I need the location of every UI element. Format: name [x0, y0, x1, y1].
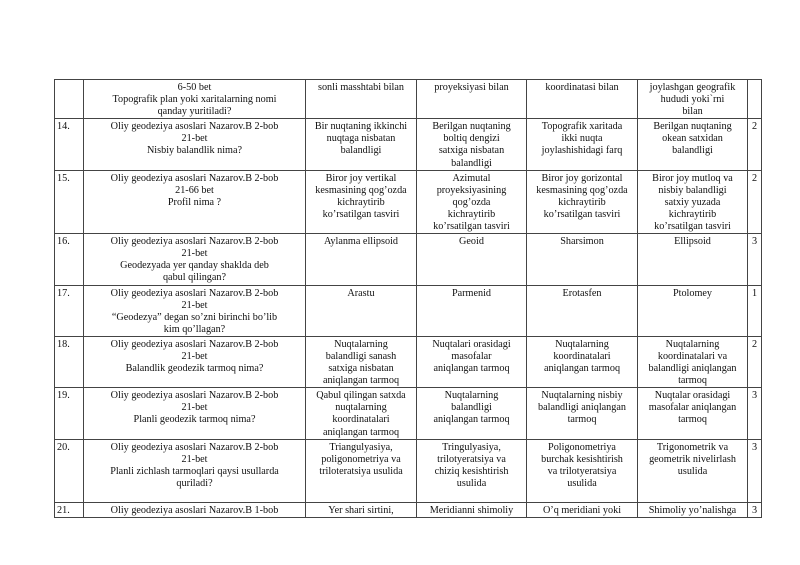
cell-line: Geodezyada yer qanday shaklda deb — [120, 260, 269, 272]
answer-option-3 — [527, 234, 638, 285]
cell-line: ko’rsatilgan tasviri — [543, 208, 621, 220]
cell-line: balandligi — [451, 157, 492, 169]
answer-option-2 — [417, 170, 527, 233]
cell-line: Oliy geodeziya asoslari Nazarov.B 2-bob — [110, 441, 279, 453]
answer-option-2 — [417, 285, 527, 336]
cell-line: tarmoq — [678, 414, 707, 426]
cell-line: aniqlangan tarmoq — [543, 363, 621, 375]
cell-line: koordinatasi bilan — [545, 82, 619, 93]
cell-line: joylashishidagi farq — [541, 145, 623, 157]
cell-line: poligonometriya va — [321, 453, 401, 465]
cell-line: usulida — [677, 465, 708, 477]
answer-option-4 — [638, 388, 748, 439]
cell-line: Erotasfen — [562, 287, 602, 299]
cell-line: satxiy yuzada — [664, 196, 721, 208]
answer-option-3 — [527, 119, 638, 170]
cell-line: Qabul qilingan satxda — [316, 390, 406, 402]
cell-line: “Geodezya” degan so’zni birinchi bo’lib — [111, 311, 278, 323]
cell-line: Nuqtalari orasidagi — [432, 338, 511, 350]
cell-line: va trilotyeratsiya — [547, 465, 617, 477]
cell-line: balandligi aniqlangan — [538, 402, 626, 414]
cell-line: balandligi aniqlangan — [648, 363, 737, 375]
cell-line: ko’rsatilgan tasviri — [433, 221, 510, 233]
question-number: 15. — [55, 170, 84, 233]
answer-option-3 — [527, 388, 638, 439]
cell-line: tarmoq — [567, 414, 597, 426]
cell-line: Oliy geodeziya asoslari Nazarov.B 2-bob — [110, 390, 279, 402]
difficulty-score: 3 — [748, 502, 762, 517]
cell-line: balandligi — [340, 145, 382, 157]
answer-option-4 — [638, 336, 748, 387]
cell-line: Oliy geodeziya asoslari Nazarov.B 2-bob — [110, 236, 279, 248]
question-number: 21. — [55, 502, 84, 517]
table-row — [55, 439, 762, 502]
cell-line: masofalar — [451, 350, 492, 362]
cell-line: Biror joy vertikal — [325, 172, 397, 184]
cell-line: kichraytirib — [558, 196, 606, 208]
table-row — [55, 388, 762, 439]
cell-line: aniqlangan tarmoq — [322, 426, 400, 438]
table-row — [55, 170, 762, 233]
cell-line: Oliy geodeziya asoslari Nazarov.B 2-bob — [110, 338, 279, 350]
cell-line: Nuqtalarning — [444, 390, 499, 402]
cell-line: Arastu — [347, 287, 375, 299]
answer-option-2 — [417, 119, 527, 170]
cell-line: Nuqtalarning — [555, 338, 609, 350]
cell-line: qabul qilingan? — [162, 272, 227, 284]
answer-option-3 — [527, 336, 638, 387]
cell-line: Berilgan nuqtaning — [432, 121, 511, 133]
cell-line: koordinatalari — [332, 414, 390, 426]
table-row — [55, 80, 762, 119]
cell-line: Nuqtalarning — [334, 338, 388, 350]
table-row — [55, 285, 762, 336]
cell-line: Poligonometriya — [548, 441, 616, 453]
question-cell — [84, 336, 306, 387]
difficulty-score: 3 — [748, 388, 762, 439]
cell-line: hududi yoki`rni — [660, 94, 725, 106]
question-number: 16. — [55, 234, 84, 285]
table-body — [55, 80, 762, 518]
cell-line: Oliy geodeziya asoslari Nazarov.B 1-bob — [110, 504, 279, 516]
cell-line: Nisbiy balandlik nima? — [146, 145, 243, 157]
difficulty-score: 3 — [748, 234, 762, 285]
cell-line: nisbiy balandligi — [658, 184, 727, 196]
question-number: 14. — [55, 119, 84, 170]
cell-line: trilotyeratsiya va — [437, 453, 506, 465]
question-number — [55, 80, 84, 119]
cell-line: 21-bet — [181, 453, 208, 465]
cell-line: proyeksiyasining — [436, 184, 507, 196]
cell-line: qog’ozda — [452, 196, 491, 208]
cell-line: boltiq dengizi — [443, 133, 500, 145]
cell-line: ko’rsatilgan tasviri — [322, 208, 400, 220]
cell-line: aniqlangan tarmoq — [433, 414, 510, 426]
answer-option-4 — [638, 285, 748, 336]
cell-line: burchak kesishtirish — [541, 453, 623, 465]
question-number: 19. — [55, 388, 84, 439]
cell-line: aniqlangan tarmoq — [433, 363, 510, 375]
cell-line: usulida — [456, 477, 487, 489]
answer-option-2 — [417, 439, 527, 502]
cell-line: Berilgan nuqtaning — [653, 121, 732, 133]
answer-option-3 — [527, 80, 638, 119]
cell-line: triloteratsiya usulida — [319, 465, 403, 477]
cell-line: Profil nima ? — [167, 196, 222, 208]
cell-line: Topografik xaritada — [541, 121, 623, 133]
question-number: 17. — [55, 285, 84, 336]
cell-line: koordinatalari va — [657, 350, 728, 362]
question-number: 20. — [55, 439, 84, 502]
answer-option-2 — [417, 388, 527, 439]
question-cell — [84, 234, 306, 285]
cell-line: Balandlik geodezik tarmoq nima? — [125, 363, 264, 375]
answer-option-4 — [638, 234, 748, 285]
answer-option-1 — [306, 80, 417, 119]
cell-line: masofalar aniqlangan — [648, 402, 737, 414]
answer-option-1 — [306, 502, 417, 517]
question-cell — [84, 388, 306, 439]
cell-line: O’q meridiani yoki — [542, 504, 622, 516]
answer-option-2 — [417, 336, 527, 387]
question-number: 18. — [55, 336, 84, 387]
answer-option-2 — [417, 80, 527, 119]
cell-line: joylashgan geografik — [649, 82, 736, 93]
cell-line: nuqtalarning — [335, 402, 387, 414]
difficulty-score: 3 — [748, 439, 762, 502]
question-cell — [84, 439, 306, 502]
cell-line: koordinatalari — [553, 350, 611, 362]
cell-line: Nuqtalar orasidagi — [654, 390, 731, 402]
cell-line: balandligi — [672, 145, 713, 157]
answer-option-4 — [638, 502, 748, 517]
cell-line: usulida — [567, 477, 597, 489]
question-cell — [84, 285, 306, 336]
cell-line: aniqlangan tarmoq — [322, 375, 400, 387]
cell-line: balandligi — [451, 402, 492, 414]
cell-line: okean satxidan — [662, 133, 723, 145]
question-cell — [84, 119, 306, 170]
answer-option-2 — [417, 502, 527, 517]
answer-option-3 — [527, 285, 638, 336]
table-row — [55, 234, 762, 285]
cell-line: Nuqtalarning nisbiy — [541, 390, 623, 402]
cell-line: Oliy geodeziya asoslari Nazarov.B 2-bob — [110, 121, 279, 133]
answer-option-1 — [306, 285, 417, 336]
answer-option-1 — [306, 439, 417, 502]
answer-option-4 — [638, 119, 748, 170]
cell-line: Azimutal — [452, 172, 491, 184]
answer-option-4 — [638, 80, 748, 119]
answer-option-2 — [417, 234, 527, 285]
cell-line: Biror joy mutloq va — [652, 172, 733, 184]
answer-option-1 — [306, 170, 417, 233]
cell-line: 21-66 bet — [175, 184, 214, 196]
difficulty-score: 2 — [748, 119, 762, 170]
answer-option-1 — [306, 234, 417, 285]
cell-line: sonli masshtabi bilan — [317, 82, 405, 93]
cell-line: Biror joy gorizontal — [541, 172, 623, 184]
cell-line: proyeksiyasi bilan — [434, 82, 509, 93]
cell-line: 21-bet — [181, 299, 208, 311]
question-cell — [84, 502, 306, 517]
cell-line: Shimoliy yo’nalishga — [648, 504, 737, 516]
cell-line: 21-bet — [181, 350, 208, 362]
cell-line: Meridianni shimoliy — [429, 504, 514, 516]
cell-line: kichraytirib — [337, 196, 385, 208]
cell-line: 21-bet — [181, 248, 208, 260]
cell-line: balandligi sanash — [325, 350, 397, 362]
answer-option-1 — [306, 119, 417, 170]
answer-option-4 — [638, 170, 748, 233]
answer-option-3 — [527, 439, 638, 502]
table-row — [55, 119, 762, 170]
question-cell — [84, 80, 306, 119]
cell-line: Ellipsoid — [674, 236, 711, 248]
cell-line: Tringulyasiya, — [442, 441, 501, 453]
questions-table — [54, 79, 762, 518]
cell-line: Triangulyasiya, — [329, 441, 393, 453]
cell-line: geometrik nivelirlash — [649, 453, 736, 465]
cell-line: Planli zichlash tarmoqlari qaysi usullarda — [110, 465, 279, 477]
cell-line: kichraytirib — [447, 208, 496, 220]
difficulty-score: 1 — [748, 285, 762, 336]
cell-line: nuqtaga nisbatan — [326, 133, 396, 145]
cell-line: kesmasining qog’ozda — [315, 184, 407, 196]
answer-option-4 — [638, 439, 748, 502]
cell-line: Oliy geodeziya asoslari Nazarov.B 2-bob — [110, 172, 279, 184]
cell-line: 6-50 bet — [177, 82, 212, 93]
answer-option-3 — [527, 170, 638, 233]
cell-line: ko’rsatilgan tasviri — [654, 221, 731, 233]
cell-line: Ptolomey — [672, 287, 713, 299]
cell-line: kim qo’llagan? — [163, 323, 226, 335]
cell-line: satxiga nisbatan — [438, 145, 505, 157]
difficulty-score — [748, 80, 762, 119]
answer-option-3 — [527, 502, 638, 517]
cell-line: Bir nuqtaning ikkinchi — [314, 121, 408, 133]
cell-line: Nuqtalarning — [665, 338, 720, 350]
answer-option-1 — [306, 336, 417, 387]
cell-line: bilan — [682, 106, 703, 118]
cell-line: Trigonometrik va — [656, 441, 729, 453]
cell-line: Geoid — [459, 236, 484, 248]
cell-line: qanday yuritiladi? — [157, 106, 232, 118]
cell-line: tarmoq — [678, 375, 707, 387]
cell-line: quriladi? — [176, 477, 213, 489]
cell-line: Oliy geodeziya asoslari Nazarov.B 2-bob — [110, 287, 279, 299]
cell-line: satxiga nisbatan — [328, 363, 394, 375]
cell-line: ikki nuqta — [561, 133, 603, 145]
answer-option-1 — [306, 388, 417, 439]
cell-line: Sharsimon — [560, 236, 604, 248]
cell-line: kesmasining qog’ozda — [536, 184, 628, 196]
cell-line: Yer shari sirtini, — [328, 504, 394, 516]
cell-line: Topografik plan yoki xaritalarning nomi — [112, 94, 277, 106]
question-cell — [84, 170, 306, 233]
cell-line: 21-bet — [181, 133, 208, 145]
cell-line: Aylanma ellipsoid — [323, 236, 399, 248]
cell-line: 21-bet — [181, 402, 208, 414]
difficulty-score: 2 — [748, 336, 762, 387]
cell-line: Planli geodezik tarmoq nima? — [133, 414, 256, 426]
cell-line: kichraytirib — [668, 208, 717, 220]
table-row — [55, 336, 762, 387]
table-row — [55, 502, 762, 517]
cell-line: chiziq kesishtirish — [434, 465, 509, 477]
cell-line: Parmenid — [451, 287, 492, 299]
difficulty-score: 2 — [748, 170, 762, 233]
